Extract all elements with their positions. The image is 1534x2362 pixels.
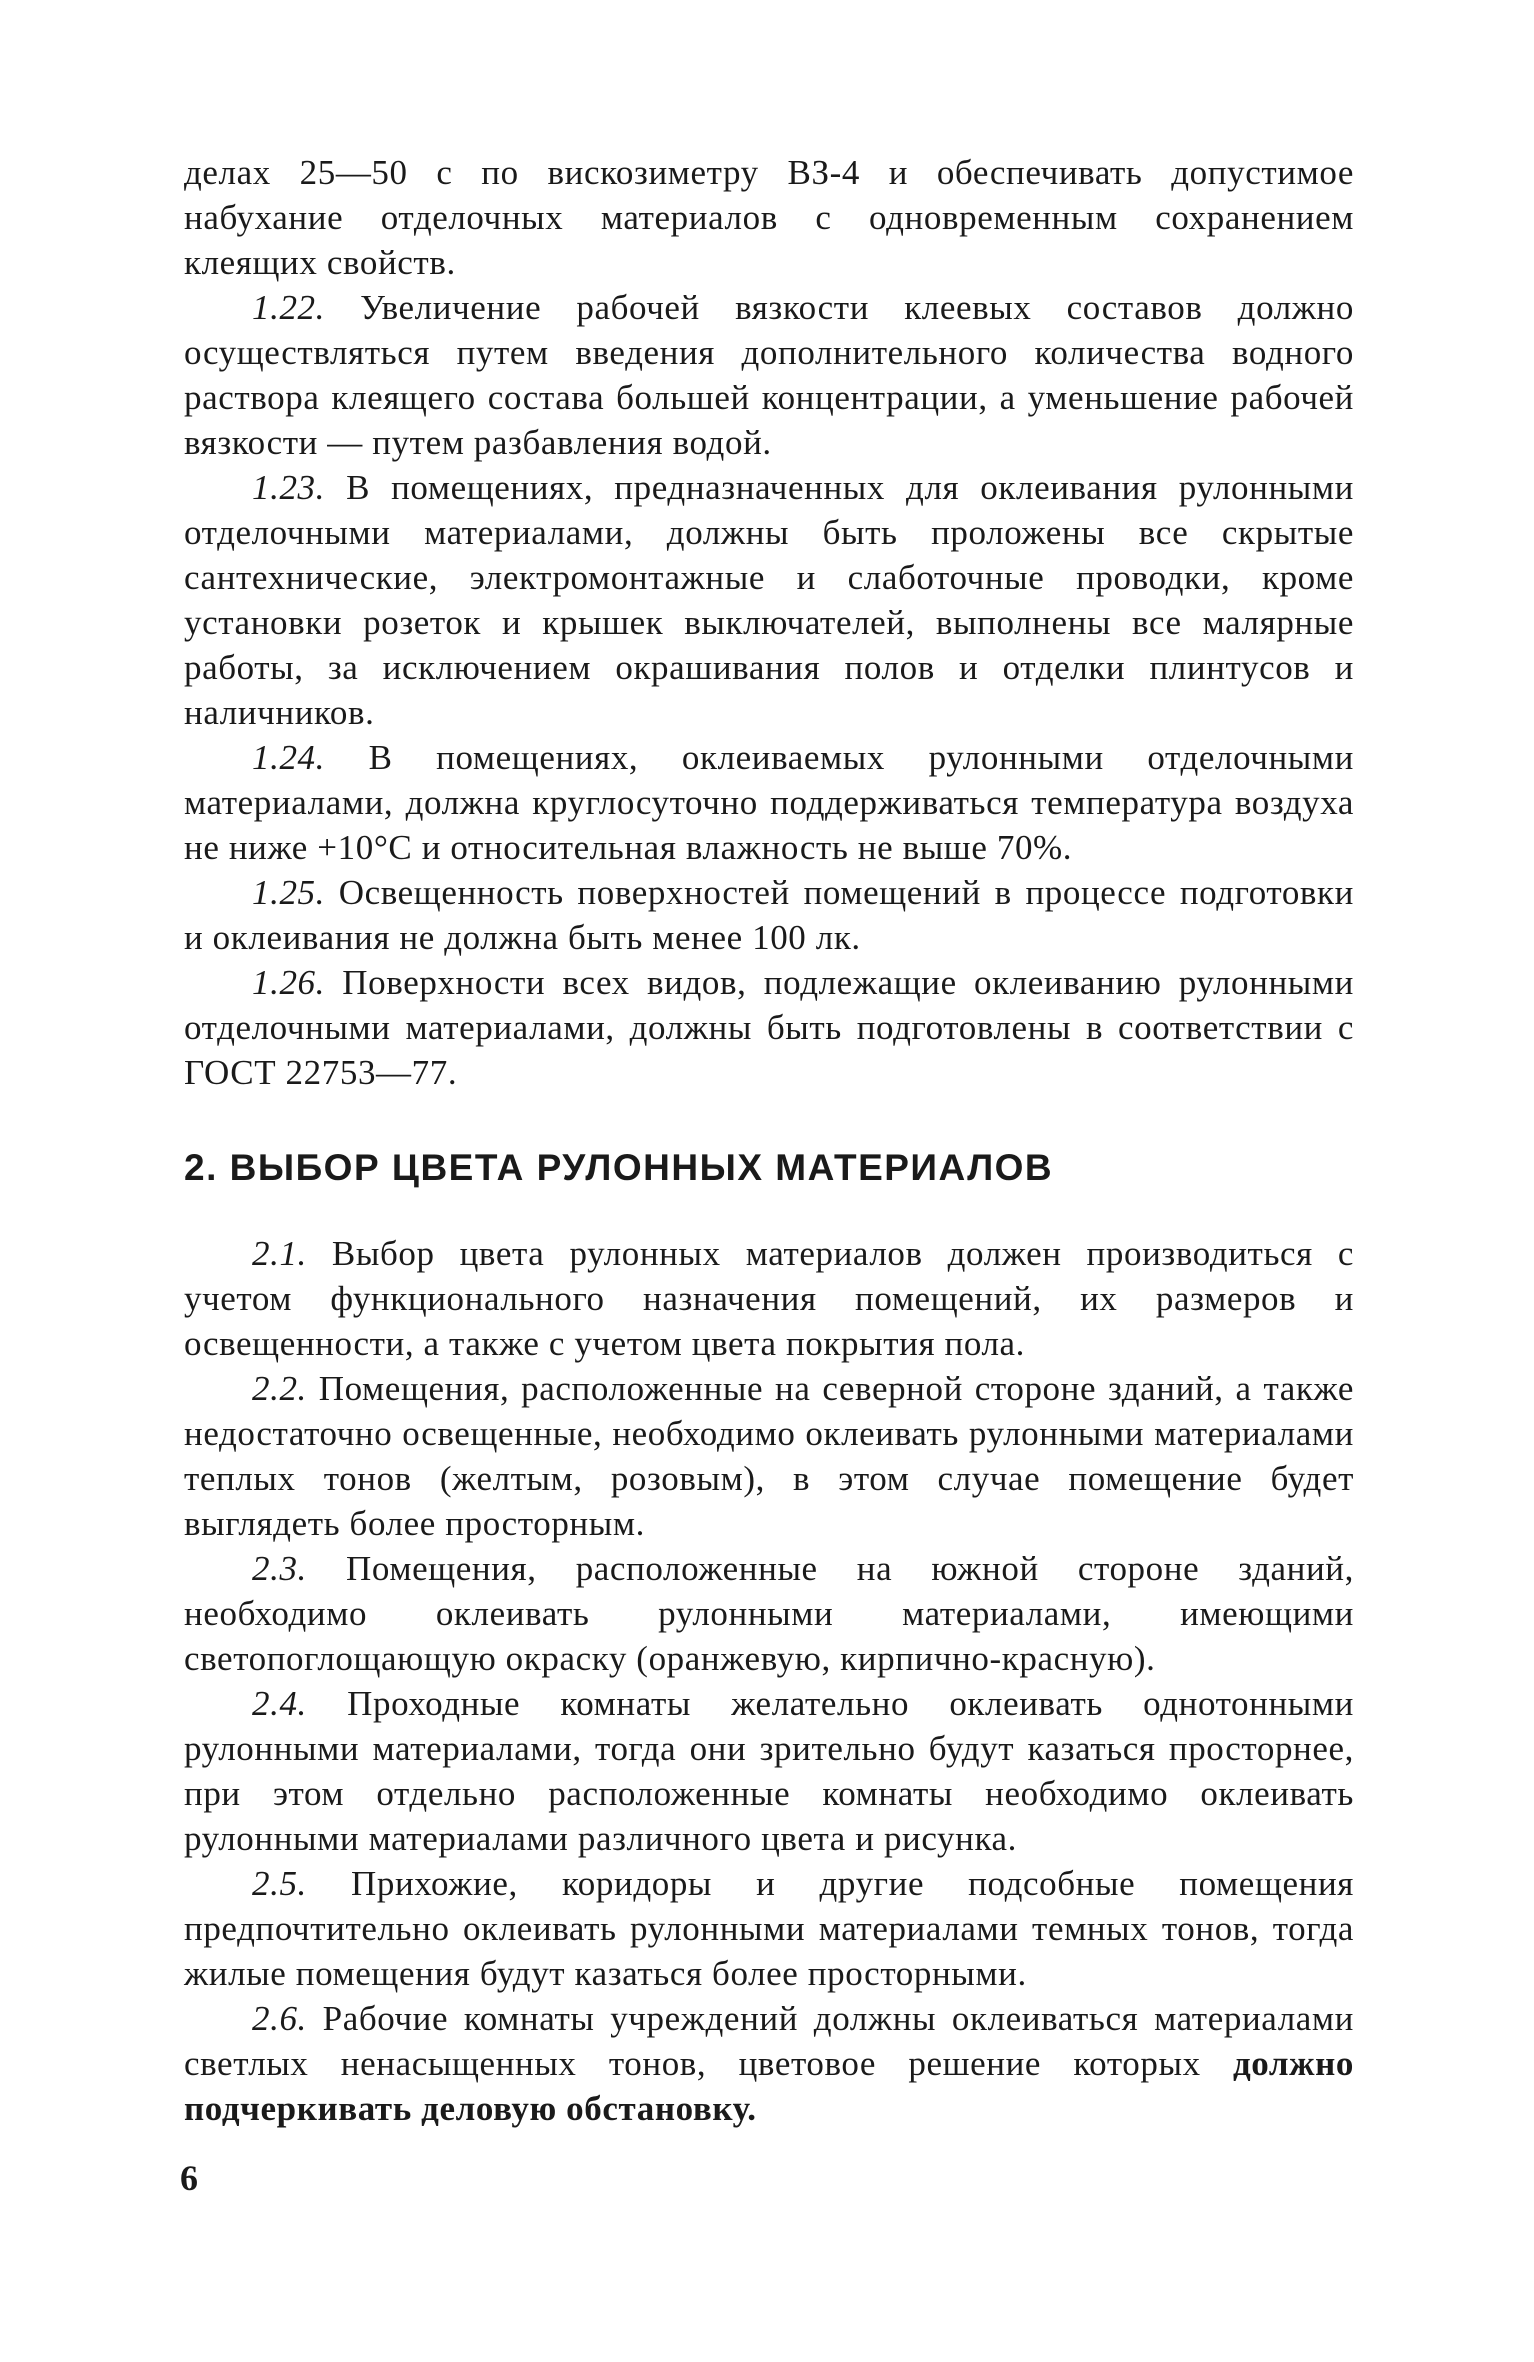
intro-paragraph: делах 25—50 с по вискозиметру ВЗ-4 и обеспечивать допустимое набухание отделочных материалов с одновременным сохранением клеящих свойств.	[184, 153, 1354, 282]
paragraph-2-4	[184, 1681, 1354, 1861]
paragraph-1-25	[184, 870, 1354, 960]
paragraph-text: Проходные комнаты желательно оклеивать однотонными рулонными материалами, тогда они зрительно будут казаться просторнее, при этом отдельно расположенные комнаты необходимо оклеивать рулонными материалами различного цвета и рисунка.	[184, 1684, 1354, 1858]
paragraph-text: Выбор цвета рулонных материалов должен производиться с учетом функционального назначения помещений, их размеров и освещенности, а также с учетом цвета покрытия пола.	[184, 1234, 1354, 1363]
paragraph-2-6	[184, 1996, 1354, 2131]
paragraph-2-5	[184, 1861, 1354, 1996]
paragraph-text-bold: должно подчеркивать деловую обстановку.	[184, 2044, 1354, 2128]
paragraph-2-3	[184, 1546, 1354, 1681]
paragraph-number: 2.2.	[252, 1369, 307, 1408]
paragraph-text: Рабочие комнаты учреждений должны оклеиваться материалами светлых ненасыщенных тонов, цветовое решение которых	[184, 1999, 1354, 2083]
paragraph-text: Поверхности всех видов, подлежащие оклеиванию рулонными отделочными материалами, должны быть подготовлены в соответствии с ГОСТ 22753—77.	[184, 963, 1354, 1092]
paragraph-text: Увеличение рабочей вязкости клеевых составов должно осуществляться путем введения дополнительного количества водного раствора клеящего состава большей концентрации, а уменьшение рабочей вязкости — путем разбавления водой.	[184, 288, 1354, 462]
paragraph-text: В помещениях, предназначенных для оклеивания рулонными отделочными материалами, должны быть проложены все скрытые сантехнические, электромонтажные и слаботочные проводки, кроме установки розеток и крышек выключателей, выполнены все малярные работы, за исключением окрашивания полов и отделки плинтусов и наличников.	[184, 468, 1354, 732]
paragraph-number: 2.5.	[252, 1864, 307, 1903]
paragraph-number: 1.22.	[252, 288, 325, 327]
paragraph-1-22	[184, 285, 1354, 465]
paragraph-text: Помещения, расположенные на северной стороне зданий, а также недостаточно освещенные, необходимо оклеивать рулонными материалами теплых тонов (желтым, розовым), в этом случае помещение будет выглядеть более просторным.	[184, 1369, 1354, 1543]
paragraph-number: 1.23.	[252, 468, 325, 507]
paragraph-number: 2.1.	[252, 1234, 307, 1273]
paragraph-number: 2.3.	[252, 1549, 307, 1588]
section-title: 2. ВЫБОР ЦВЕТА РУЛОННЫХ МАТЕРИАЛОВ	[184, 1147, 1054, 1188]
paragraph-1-24	[184, 735, 1354, 870]
paragraph-text: В помещениях, оклеиваемых рулонными отделочными материалами, должна круглосуточно поддерживаться температура воздуха не ниже +10°C и относительная влажность не выше 70%.	[184, 738, 1354, 867]
paragraph-number: 1.25.	[252, 873, 325, 912]
text-block	[184, 150, 1354, 2131]
paragraph-text: Прихожие, коридоры и другие подсобные помещения предпочтительно оклеивать рулонными материалами темных тонов, тогда жилые помещения будут казаться более просторными.	[184, 1864, 1354, 1993]
paragraph-number: 2.6.	[252, 1999, 307, 2038]
page-number: 6	[180, 2158, 198, 2198]
paragraph-1-23	[184, 465, 1354, 735]
paragraph-text: Помещения, расположенные на южной стороне зданий, необходимо оклеивать рулонными материалами, имеющими светопоглощающую окраску (оранжевую, кирпично-красную).	[184, 1549, 1354, 1678]
paragraph-text: Освещенность поверхностей помещений в процессе подготовки и оклеивания не должна быть менее 100 лк.	[184, 873, 1354, 957]
paragraph-number: 2.4.	[252, 1684, 307, 1723]
paragraph-1-26	[184, 960, 1354, 1095]
paragraph-2-2	[184, 1366, 1354, 1546]
paragraph-number: 1.24.	[252, 738, 325, 777]
paragraph-2-1	[184, 1231, 1354, 1366]
paragraph-number: 1.26.	[252, 963, 325, 1002]
